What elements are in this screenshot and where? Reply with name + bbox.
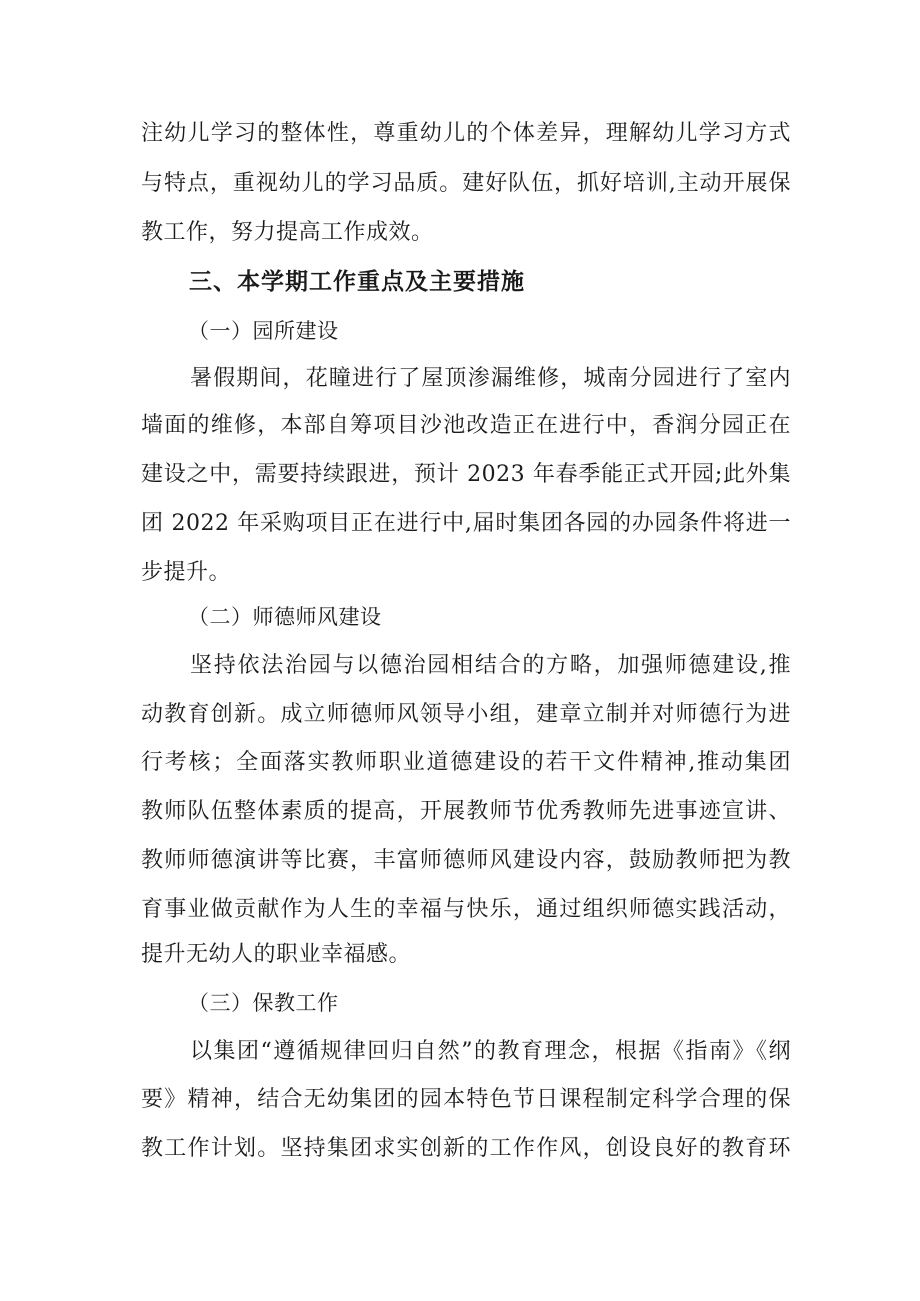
- sub2-line-1: 坚持依法治园与以德治园相结合的方略，加强师德建设,推: [190, 653, 791, 678]
- sub2-line-2: 动教育创新。成立师德师风领导小组，建章立制并对师德行为进: [141, 702, 791, 727]
- sub3-line-3: 教工作计划。坚持集团求实创新的工作作风，创设良好的教育环: [141, 1136, 791, 1161]
- sub2-line-6: 育事业做贡献作为人生的幸福与快乐，通过组织师德实践活动，: [141, 897, 791, 922]
- sub2-line-5: 教师师德演讲等比赛，丰富师德师风建设内容，鼓励教师把为教: [141, 848, 791, 873]
- sub1-line-4: 团 2022 年采购项目正在进行中,届时集团各园的办园条件将进一: [141, 511, 791, 536]
- sub1-line-1: 暑假期间，花瞳进行了屋顶渗漏维修，城南分园进行了室内: [190, 366, 791, 391]
- sub3-line-1: 以集团“遵循规律回归自然”的教育理念，根据《指南》《纲: [190, 1039, 791, 1064]
- intro-line-3: 教工作，努力提高工作成效。: [141, 220, 434, 245]
- subsection-2-title: （二）师德师风建设: [188, 605, 382, 629]
- sub1-line-2: 墙面的维修，本部自筹项目沙池改造正在进行中，香润分园正在: [141, 413, 791, 438]
- intro-line-2: 与特点，重视幼儿的学习品质。建好队伍，抓好培训,主动开展保: [141, 171, 791, 196]
- subsection-3-title: （三）保教工作: [188, 991, 339, 1015]
- section-heading: 三、本学期工作重点及主要措施: [189, 268, 525, 295]
- sub2-line-3: 行考核；全面落实教师职业道德建设的若干文件精神,推动集团: [141, 750, 791, 775]
- intro-line-1: 注幼儿学习的整体性，尊重幼儿的个体差异，理解幼儿学习方式: [141, 121, 791, 146]
- sub3-line-2: 要》精神，结合无幼集团的园本特色节日课程制定科学合理的保: [141, 1087, 791, 1112]
- sub2-line-7: 提升无幼人的职业幸福感。: [141, 942, 412, 967]
- sub1-line-5: 步提升。: [141, 560, 232, 585]
- sub2-line-4: 教师队伍整体素质的提高，开展教师节优秀教师先进事迹宣讲、: [141, 799, 791, 824]
- sub1-line-3: 建设之中，需要持续跟进，预计 2023 年春季能正式开园;此外集: [141, 462, 791, 487]
- subsection-1-title: （一）园所建设: [188, 319, 339, 343]
